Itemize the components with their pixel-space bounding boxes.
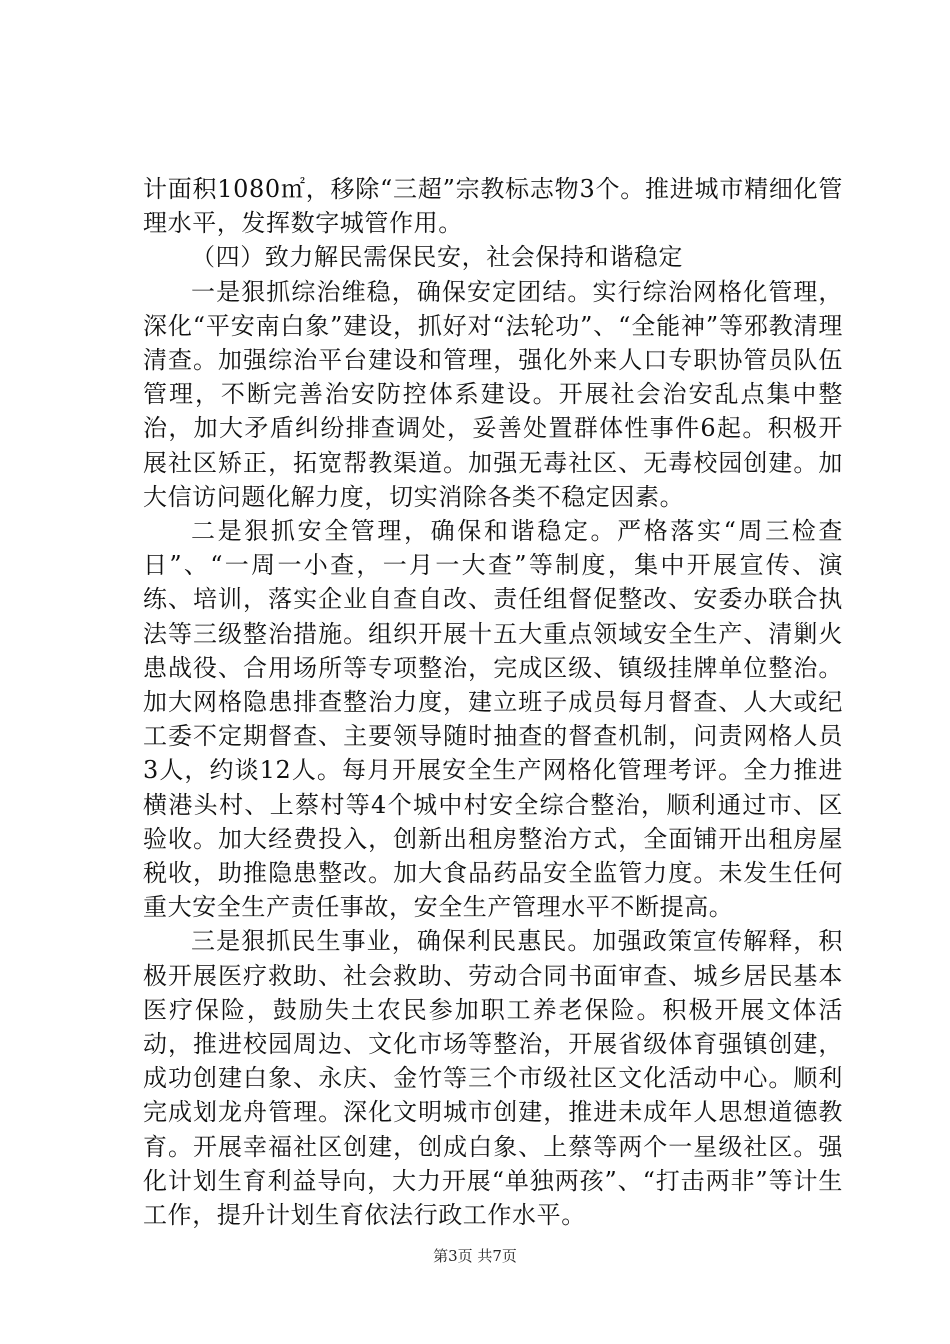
document-body (143, 172, 843, 1232)
paragraph-safety: 二是狠抓安全管理，确保和谐稳定。严格落实“周三检查日”、“一周一小查，一月一大查”等制度，集中开展宣传、演练、培训，落实企业自查自改、责任组督促整改、安委办联合执法等三级整治措施。组织开展十五大重点领域安全生产、清剿火患战役、合用场所等专项整治，完成区级、镇级挂牌单位整治。加大网格隐患排查整治力度，建立班子成员每月督查、人大或纪工委不定期督查、主要领导随时抽查的督查机制，问责网格人员3人，约谈12人。每月开展安全生产网格化管理考评。全力推进横港头村、上蔡村等4个城中村安全综合整治，顺利通过市、区验收。加大经费投入，创新出租房整治方式，全面铺开出租房屋税收，助推隐患整改。加大食品药品安全监管力度。未发生任何重大安全生产责任事故，安全生产管理水平不断提高。 (143, 517, 843, 922)
page-footer: 第3页 共7页 (433, 1247, 517, 1265)
paragraph-continuation: 计面积1080㎡，移除“三超”宗教标志物3个。推进城市精细化管理水平，发挥数字城管作用。 (143, 175, 843, 238)
section-heading: （四）致力解民需保民安，社会保持和谐稳定 (191, 243, 683, 272)
paragraph-livelihood: 三是狠抓民生事业，确保利民惠民。加强政策宣传解释，积极开展医疗救助、社会救助、劳动合同书面审查、城乡居民基本医疗保险，鼓励失土农民参加职工养老保险。积极开展文体活动，推进校园周边、文化市场等整治，开展省级体育强镇创建，成功创建白象、永庆、金竹等三个市级社区文化活动中心。顺利完成划龙舟管理。深化文明城市创建，推进未成年人思想道德教育。开展幸福社区创建，创成白象、上蔡等两个一星级社区。强化计划生育利益导向，大力开展“单独两孩”、“打击两非”等计生工作，提升计划生育依法行政工作水平。 (143, 927, 843, 1230)
paragraph-stability: 一是狠抓综治维稳，确保安定团结。实行综治网格化管理，深化“平安南白象”建设，抓好对“法轮功”、“全能神”等邪教清理清查。加强综治平台建设和管理，强化外来人口专职协管员队伍管理，不断完善治安防控体系建设。开展社会治安乱点集中整治，加大矛盾纠纷排查调处，妥善处置群体性事件6起。积极开展社区矫正，拓宽帮教渠道。加强无毒社区、无毒校园创建。加大信访问题化解力度，切实消除各类不稳定因素。 (143, 277, 843, 511)
